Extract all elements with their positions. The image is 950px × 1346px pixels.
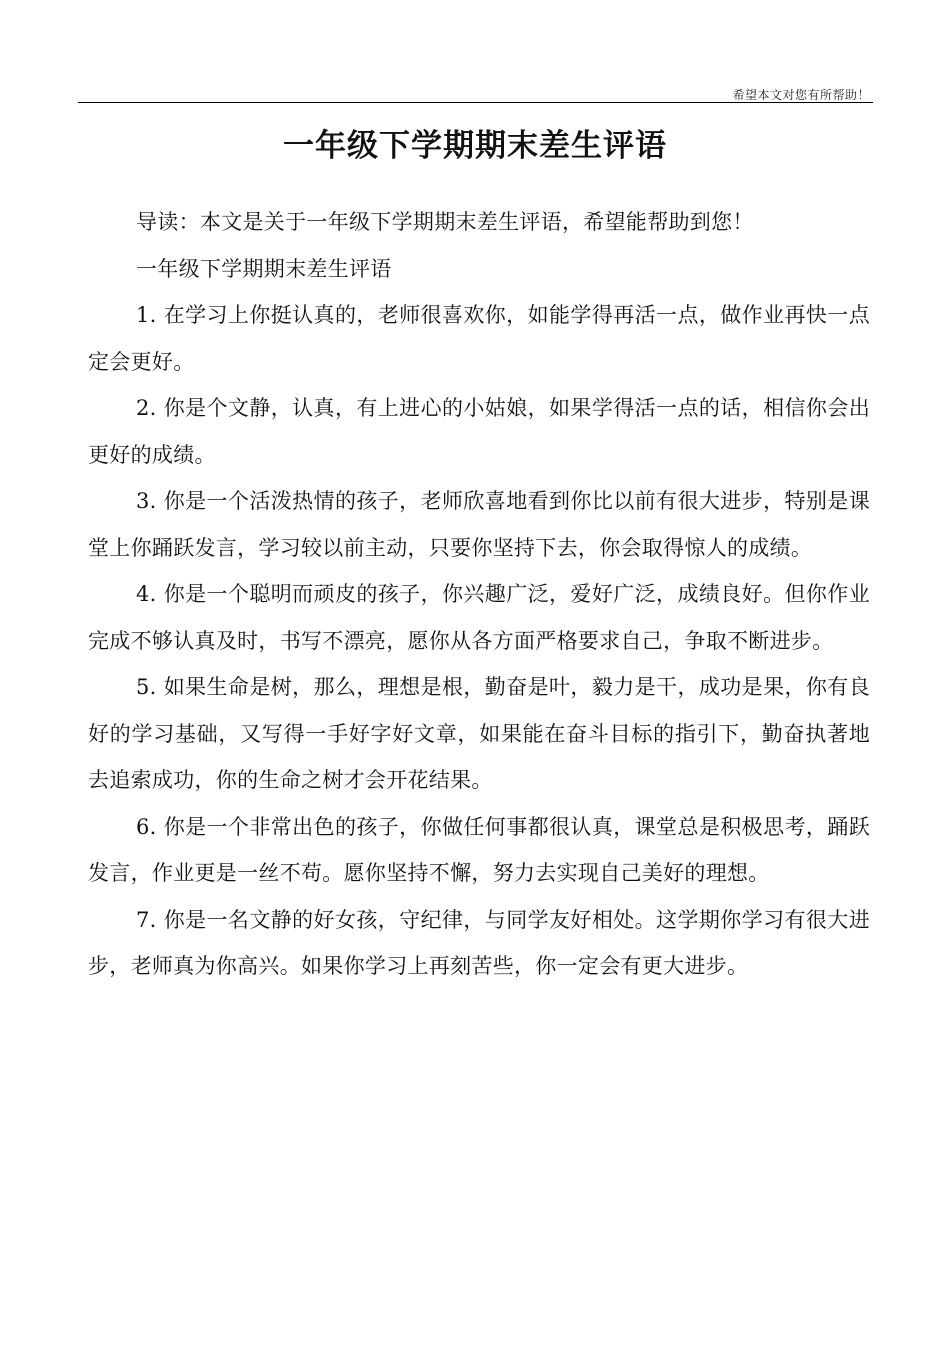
- header-divider: [78, 102, 873, 103]
- intro-paragraph: 导读：本文是关于一年级下学期期末差生评语，希望能帮助到您！: [136, 210, 754, 234]
- comment-paragraph-5: 5. 如果生命是树，那么，理想是根，勤奋是叶，毅力是干，成功是果，你有良好的学习基础，又写得一手好字好文章，如果能在奋斗目标的指引下，勤奋执著地去追索成功，你的生命之树才会开花结果。: [88, 675, 870, 792]
- comment-paragraph-6: 6. 你是一个非常出色的孩子，你做任何事都很认真，课堂总是积极思考，踊跃发言，作业更是一丝不苟。愿你坚持不懈，努力去实现自己美好的理想。: [88, 814, 870, 885]
- comment-paragraph-2: 2. 你是个文静，认真，有上进心的小姑娘，如果学得活一点的话，相信你会出更好的成绩。: [88, 396, 870, 467]
- comment-paragraph-4: 4. 你是一个聪明而顽皮的孩子，你兴趣广泛，爱好广泛，成绩良好。但你作业完成不够认真及时，书写不漂亮，愿你从各方面严格要求自己，争取不断进步。: [88, 582, 870, 653]
- document-body: [88, 199, 870, 990]
- comment-paragraph-7: 7. 你是一名文静的好女孩，守纪律，与同学友好相处。这学期你学习有很大进步，老师真为你高兴。如果你学习上再刻苦些，你一定会有更大进步。: [88, 907, 870, 978]
- header-note: 希望本文对您有所帮助！: [732, 88, 870, 102]
- subtitle-paragraph: 一年级下学期期末差生评语: [136, 256, 392, 281]
- document-title: 一年级下学期期末差生评语: [283, 128, 667, 164]
- comment-paragraph-1: 1. 在学习上你挺认真的，老师很喜欢你，如能学得再活一点，做作业再快一点定会更好。: [88, 303, 870, 374]
- comment-paragraph-3: 3. 你是一个活泼热情的孩子，老师欣喜地看到你比以前有很大进步，特别是课堂上你踊跃发言，学习较以前主动，只要你坚持下去，你会取得惊人的成绩。: [88, 489, 870, 560]
